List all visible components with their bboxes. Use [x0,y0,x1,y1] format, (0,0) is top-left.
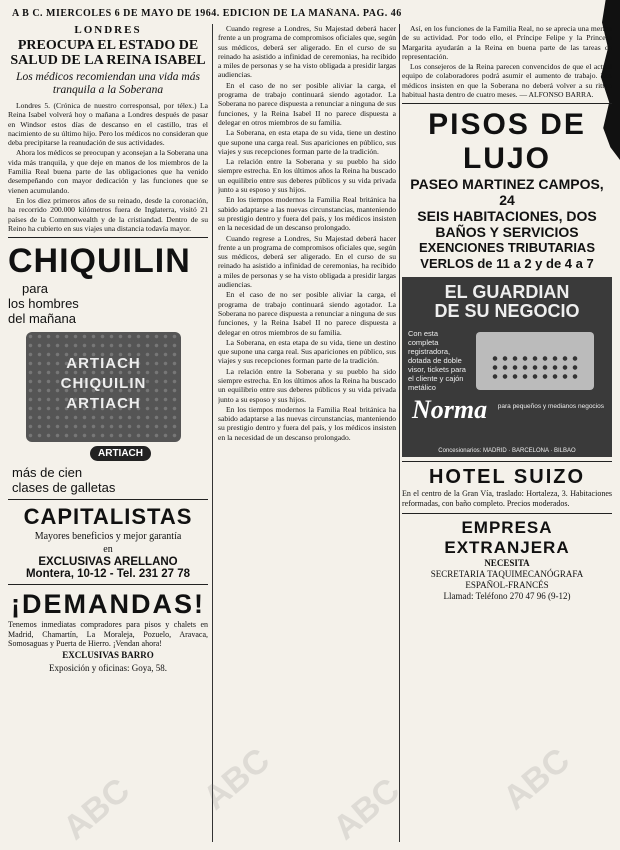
watermark: ABC [496,740,577,818]
ad-chiquilin [8,237,208,495]
article-continuation [402,24,612,99]
ad-demandas-title: ¡DEMANDAS! [11,589,205,620]
left-column [8,24,208,842]
ad-guardian-title: EL GUARDIAN [444,282,570,303]
register-keys [490,354,580,382]
article-headline: PREOCUPA EL ESTADO DE SALUD DE LA REINA ISABEL [10,38,206,68]
article-paragraph: Los consejeros de la Reina parecen convencidos de que el actual equipo de colaboradores podrá asumir el aumento de trabajo. Los médicos insisten en que la Soberana no deberá volver a su ritmo habitual hasta dentro de cuatro meses. — ALFONSO BARRA. [402,62,612,100]
biscuit-image [26,332,181,442]
ad-chiquilin-sub: los hombres [8,296,79,312]
ad-chiquilin-sub: para [22,281,49,297]
ad-guardian [402,277,612,457]
article-paragraph: La relación entre la Soberana y su pueblo ha sido siempre estrecha. En los últimos años la Reina ha buscado un equilibrio entre sus deberes públicos y su vida privada junto a su esposo y sus hijos. [218,366,396,404]
column-rule [212,24,213,842]
ad-pisos-hours: VERLOS de 11 a 2 y de 4 a 7 [420,256,594,272]
right-column [402,24,612,842]
article-paragraph: En los tiempos modernos la Familia Real británica ha sabido adaptarse a las nuevas circunstancias, manteniendo su prestigio dentro y fuera del país, y los médicos insisten en la necesidad de un descanso prolongado. [218,404,396,442]
ad-demandas-footer: EXCLUSIVAS BARRO [62,649,154,660]
watermark: ABC [56,770,137,848]
ad-capitalistas-title: CAPITALISTAS [23,504,193,530]
ad-empresa-line: ESPAÑOL-FRANCÉS [465,580,549,591]
ad-capitalistas-address: Montera, 10-12 - Tel. 231 27 78 [25,568,191,581]
article-deck: Los médicos recomiendan una vida más tranquila a la Soberana [16,71,200,96]
article-paragraph: En los diez primeros años de su reinado, desde la coronación, ha recorrido 200.000 kilómetros fuera de Inglaterra, visitó 21 países de la Commonwealth y de la cristiandad. Dentro de su Reino ha cubierto en sus viajes una distancia todavía mayor. [8,195,208,233]
middle-column [218,24,396,842]
ad-hotel-title: HOTEL SUIZO [428,466,586,489]
article-paragraph: En el caso de no ser posible aliviar la carga, el programa de trabajo continuará siendo agotador. La Soberana no parece dispuesta a renunciar a ninguna de sus funciones, y la Reina Isabel II no parece dispuesta a delegar en otros miembros de su familia. [218,80,396,127]
article-paragraph: En los tiempos modernos la Familia Real británica ha sabido adaptarse a las nuevas circunstancias, manteniendo su prestigio dentro y fuera del país, y los médicos insisten en la necesidad de un descanso prolongado. [218,195,396,233]
ad-demandas [8,584,208,675]
biscuit-label [36,354,171,414]
biscuit-brand-top: ARTIACH [66,355,141,373]
ad-demandas-text: Tenemos inmediatas compradores para pisos y chalets en Madrid, Chamartín, La Moraleja, Pozuelo, Aravaca, Somosaguas y Puerta de Hierro. ¡Vendan ahora! [8,620,208,649]
cash-register-image [476,332,594,390]
ad-chiquilin-tagline: clases de galletas [12,480,116,496]
ad-chiquilin-title: CHIQUILIN [8,242,191,281]
article-kicker: LONDRES [74,24,142,36]
article-paragraph: La relación entre la Soberana y su pueblo ha sido siempre estrecha. En los últimos años la Reina ha buscado un equilibrio entre sus deberes públicos y su vida privada junto a su esposo y sus hijos. [218,157,396,195]
ad-guardian-note: para pequeños y medianos negocios [497,403,604,411]
watermark: ABC [326,770,407,848]
page-header: A B C. MIERCOLES 6 DE MAYO DE 1964. EDICION DE LA MAÑANA. PAG. 46 [12,8,402,19]
article-paragraph: La Soberana, en esta etapa de su vida, tiene un destino que supone una carga real. Sus apariciones en público, sus viajes y sus recepciones forman parte de la tradición. [218,128,396,156]
ad-chiquilin-sub: del mañana [8,311,76,327]
article-paragraph: La Soberana, en esta etapa de su vida, tiene un destino que supone una carga real. Sus apariciones en público, sus viajes y sus recepciones forman parte de la tradición. [218,337,396,366]
article-paragraph: Cuando regrese a Londres, Su Majestad deberá hacer frente a un programa de compromisos oficiales que, según sus médicos, deberá ser aligerado. En el curso de su reinado ha asistido a infinidad de ceremonias, ha recibido a miles de personas y se ha visto obligada a presidir largas audiencias. [218,233,396,290]
ad-demandas-footer: Exposición y oficinas: Goya, 58. [49,662,167,673]
biscuit-brand-main: CHIQUILIN [60,375,147,393]
article-body [8,101,208,233]
ad-pisos [402,103,612,272]
ad-pisos-exemptions: EXENCIONES TRIBUTARIAS [419,240,595,256]
article-paragraph: Londres 5. (Crónica de nuestro corresponsal, por télex.) La Reina Isabel volverá hoy o mañana a Londres después de pasar en Windsor estos días de descanso en el castillo, tras el nacimiento de su último hijo. Pero los médicos no consideran que deba precipitarse la reanudación de sus actividades. [8,101,208,148]
article-continuation [218,24,396,442]
ad-chiquilin-tagline: más de cien [12,465,83,481]
article-paragraph: Así, en los funciones de la Familia Real, no se aprecia una merma de su actividad. Por todo ello, el Príncipe Felipe y la Princesa Margarita ayudarán a la Reina en buena parte de las tareas de representación. [402,24,612,61]
ad-pisos-address: PASEO MARTINEZ CAMPOS, 24 [410,176,604,209]
ad-empresa-line: Llamad: Teléfono 270 47 96 (9-12) [443,591,571,602]
ad-empresa [402,513,612,602]
ad-empresa-line: NECESITA [484,558,530,569]
ad-guardian-brand: Norma [412,395,488,425]
ad-capitalistas-line: Mayores beneficios y mejor garantía [34,531,182,543]
ad-guardian-footer: Concesionarios: MADRID · BARCELONA · BILBAO [438,448,576,455]
column-rule [399,24,400,842]
ad-guardian-copy: Con esta completa registradora, dotada de doble visor, tickets para el cliente y cajón metálico [408,329,466,393]
article-paragraph: Cuando regrese a Londres, Su Majestad deberá hacer frente a un programa de compromisos oficiales que, según sus médicos, deberá ser aligerado. En el curso de su reinado ha asistido a infinidad de ceremonias, ha recibido a miles de personas y se ha visto obligada a presidir largas audiencias. [218,24,396,80]
biscuit-brand-bottom: ARTIACH [66,395,141,413]
ad-capitalistas-line: en [103,544,113,556]
ad-empresa-title: EMPRESA EXTRANJERA [444,518,570,558]
ad-pisos-rooms: SEIS HABITACIONES, DOS BAÑOS Y SERVICIOS [417,208,597,241]
ad-empresa-line: SECRETARIA TAQUIMECANÓGRAFA [430,569,584,580]
watermark: ABC [196,740,277,818]
ad-capitalistas [8,499,208,580]
ad-capitalistas-company: EXCLUSIVAS ARELLANO [38,556,178,569]
ad-pisos-title: PISOS DE LUJO [428,108,586,176]
article-paragraph: Ahora los médicos se preocupan y aconsejan a la Soberana una vida más tranquila, y que deje en manos de los miembros de la Familia Real buena parte de las obligaciones que ha venido desempeñando con mayor dedicación y las funciones que se vienen acumulando. [8,148,208,195]
ad-hotel-text: En el centro de la Gran Vía, traslado: Hortaleza, 3. Habitaciones reformadas, con baño completo. Precios moderados. [402,489,612,509]
ad-hotel [402,461,612,509]
brand-tag: ARTIACH [90,446,151,461]
article-paragraph: En el caso de no ser posible aliviar la carga, el programa de trabajo continuará siendo agotador. La Soberana no parece dispuesta a renunciar a ninguna de sus funciones, y la Reina Isabel II no parece dispuesta a delegar en otros miembros de su familia. [218,290,396,337]
ad-guardian-title: DE SU NEGOCIO [434,301,580,322]
